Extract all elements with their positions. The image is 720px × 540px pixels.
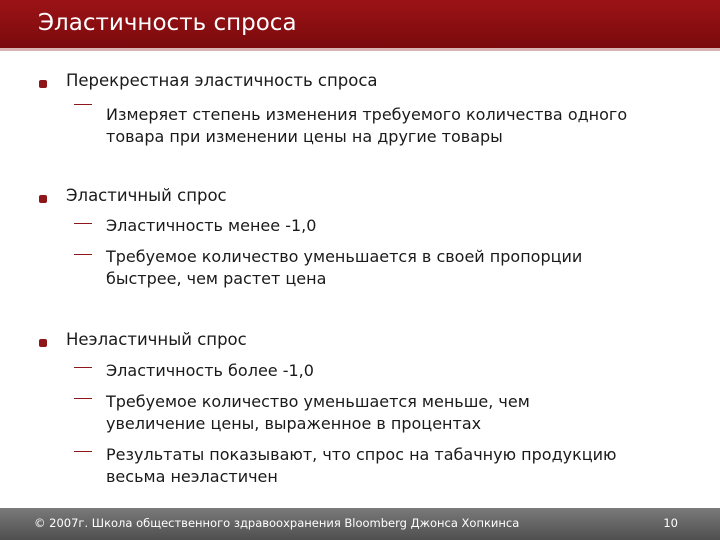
dash-icon: [74, 398, 92, 399]
footer-copyright: © 2007г. Школа общественного здравоохранения Bloomberg Джонса Хопкинса: [34, 516, 520, 530]
bullet-icon: [39, 339, 47, 347]
section-heading: Эластичный спрос: [66, 186, 227, 205]
sub-item: Эластичность более -1,0: [106, 361, 314, 380]
dash-icon: [74, 104, 92, 105]
dash-icon: [74, 367, 92, 368]
dash-icon: [74, 451, 92, 452]
sub-item: Эластичность менее -1,0: [106, 216, 317, 235]
sub-item: Измеряет степень изменения требуемого количества одного товара при изменении цены на другие товары: [106, 105, 628, 146]
footer-bar: [0, 508, 720, 540]
sub-item: Результаты показывают, что спрос на табачную продукцию весьма неэластичен: [106, 445, 617, 486]
sub-item: Требуемое количество уменьшается в своей пропорции быстрее, чем растет цена: [106, 247, 583, 288]
bullet-icon: [39, 195, 47, 203]
slide-title: Эластичность спроса: [38, 10, 297, 36]
section-heading: Перекрестная эластичность спроса: [66, 71, 378, 90]
sub-item: Требуемое количество уменьшается меньше, чем увеличение цены, выраженное в процентах: [106, 392, 530, 433]
dash-icon: [74, 254, 92, 255]
bullet-icon: [39, 80, 47, 88]
page-number: 10: [663, 516, 678, 530]
section-heading: Неэластичный спрос: [66, 330, 247, 349]
dash-icon: [74, 223, 92, 224]
